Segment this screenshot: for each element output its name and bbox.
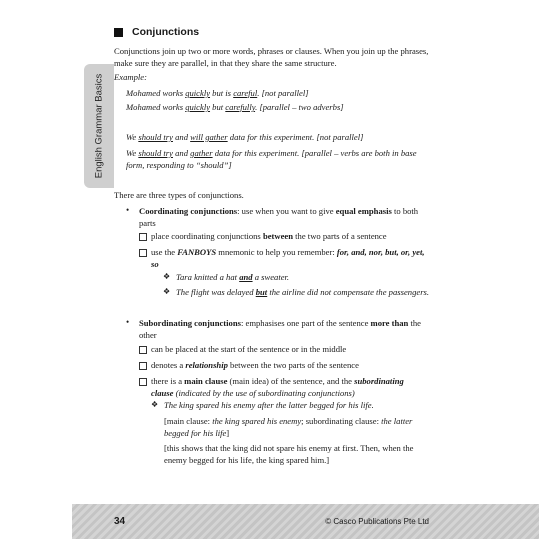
text: and — [172, 132, 191, 142]
checkbox-bullet-icon — [139, 378, 147, 386]
checkbox-bullet-icon — [139, 249, 147, 257]
example-sentence-3 — [126, 131, 363, 143]
example-sentence-4-cont: form, responding to “should”] — [126, 160, 232, 170]
text: the two parts of a sentence — [293, 231, 387, 241]
underlined-word: but — [255, 287, 268, 297]
text: the king spared his enemy — [212, 416, 302, 426]
coordinating-point-1 — [151, 230, 387, 242]
text: Tara knitted a hat — [176, 272, 240, 282]
coordinating-line-2: parts — [139, 218, 156, 228]
chapter-tab-label: English Grammar Basics — [93, 73, 105, 179]
subordinating-line-1 — [139, 317, 421, 329]
text: begged for his life — [164, 428, 227, 438]
underlined-word: and — [239, 272, 253, 282]
intro-line-1: Conjunctions join up two or more words, phrases or clauses. When you join up the phrases, — [114, 46, 429, 56]
text: data for this experiment. [not parallel] — [227, 132, 364, 142]
term: Coordinating conjunctions — [139, 206, 238, 216]
page-footer — [72, 504, 539, 539]
diamond-bullet-icon: ❖ — [163, 287, 171, 296]
coordinating-point-2-cont: so — [151, 259, 159, 269]
emphasis: main clause — [184, 376, 228, 386]
text: : emphasises one part of the sentence — [240, 318, 371, 328]
underlined-word: will gather — [190, 132, 228, 142]
subordinating-line-2: other — [139, 330, 157, 340]
text: (indicated by the use of subordinating conjunctions) — [173, 388, 355, 398]
text: . [not parallel] — [257, 88, 309, 98]
text: . [parallel – two adverbs] — [255, 102, 344, 112]
chapter-side-tab — [84, 64, 114, 188]
emphasis: relationship — [185, 360, 228, 370]
section-heading — [114, 26, 199, 38]
emphasis: subordinating — [354, 376, 404, 386]
text: the latter — [381, 416, 413, 426]
underlined-word: quickly — [185, 88, 211, 98]
section-heading-text: Conjunctions — [132, 26, 200, 38]
text: We — [126, 132, 139, 142]
text: : use when you want to give — [237, 206, 336, 216]
emphasis: FANBOYS — [177, 247, 217, 257]
coordinating-example-1 — [176, 271, 289, 283]
emphasis: clause — [151, 388, 174, 398]
subordinating-note-2-cont: enemy begged for his life, the king spared him.] — [164, 455, 330, 465]
subordinating-point-3 — [151, 375, 404, 387]
emphasis: between — [262, 231, 294, 241]
text: and — [172, 148, 191, 158]
subordinating-point-1: can be placed at the start of the sentence or in the middle — [151, 344, 347, 354]
text: there is a — [151, 376, 185, 386]
underlined-word: gather — [190, 148, 213, 158]
text: the — [408, 318, 421, 328]
text: the airline did not compensate the passengers. — [267, 287, 430, 297]
diamond-bullet-icon: ❖ — [151, 400, 159, 409]
text: The flight was delayed — [176, 287, 256, 297]
text: data for this experiment. [parallel – verbs are both in base — [212, 148, 417, 158]
intro-line-2: make sure they are parallel, in that they share the same structure. — [114, 58, 337, 68]
copyright-text: © Casco Publications Pte Ltd — [325, 517, 429, 526]
text: use the — [151, 247, 178, 257]
text: a sweater. — [252, 272, 290, 282]
coordinating-line-1 — [139, 205, 418, 217]
example-sentence-2 — [126, 101, 344, 113]
text: between the two parts of the sentence — [227, 360, 359, 370]
example-label: Example: — [114, 72, 147, 82]
text: (main idea) of the sentence, and the — [227, 376, 355, 386]
square-bullet-icon — [114, 28, 123, 37]
text: but — [210, 102, 226, 112]
checkbox-bullet-icon — [139, 233, 147, 241]
text: denotes a — [151, 360, 186, 370]
example-sentence-4 — [126, 147, 417, 159]
text: place coordinating conjunctions — [151, 231, 263, 241]
types-intro: There are three types of conjunctions. — [114, 190, 244, 200]
text: We — [126, 148, 139, 158]
underlined-word: careful — [233, 88, 258, 98]
bullet-icon: • — [126, 205, 130, 215]
checkbox-bullet-icon — [139, 362, 147, 370]
emphasis: equal emphasis — [335, 206, 392, 216]
bullet-icon: • — [126, 317, 130, 327]
text: [main clause: — [164, 416, 213, 426]
coordinating-point-2 — [151, 246, 425, 258]
text: but is — [210, 88, 234, 98]
subordinating-note-1 — [164, 415, 412, 427]
text: Mohamed works — [126, 102, 186, 112]
text: ] — [226, 428, 230, 438]
underlined-word: should try — [138, 148, 173, 158]
example-sentence-1 — [126, 87, 309, 99]
text: ; subordinating clause: — [301, 416, 382, 426]
text: Mohamed works — [126, 88, 186, 98]
subordinating-example: The king spared his enemy after the latter begged for his life. — [164, 400, 374, 410]
subordinating-point-3-cont — [151, 387, 355, 399]
subordinating-point-2 — [151, 359, 359, 371]
text: to both — [391, 206, 419, 216]
term: Subordinating conjunctions — [139, 318, 241, 328]
coordinating-example-2 — [176, 286, 429, 298]
page-number: 34 — [114, 516, 126, 527]
diamond-bullet-icon: ❖ — [163, 272, 171, 281]
emphasis: more than — [370, 318, 409, 328]
underlined-word: should try — [138, 132, 173, 142]
text: mnemonic to help you remember: — [216, 247, 337, 257]
checkbox-bullet-icon — [139, 346, 147, 354]
underlined-word: quickly — [185, 102, 211, 112]
subordinating-note-2: [this shows that the king did not spare his enemy at first. Then, when the — [164, 443, 414, 453]
subordinating-note-1-cont — [164, 427, 229, 439]
emphasis: for, and, nor, but, or, yet, — [336, 247, 425, 257]
underlined-word: carefully — [225, 102, 256, 112]
